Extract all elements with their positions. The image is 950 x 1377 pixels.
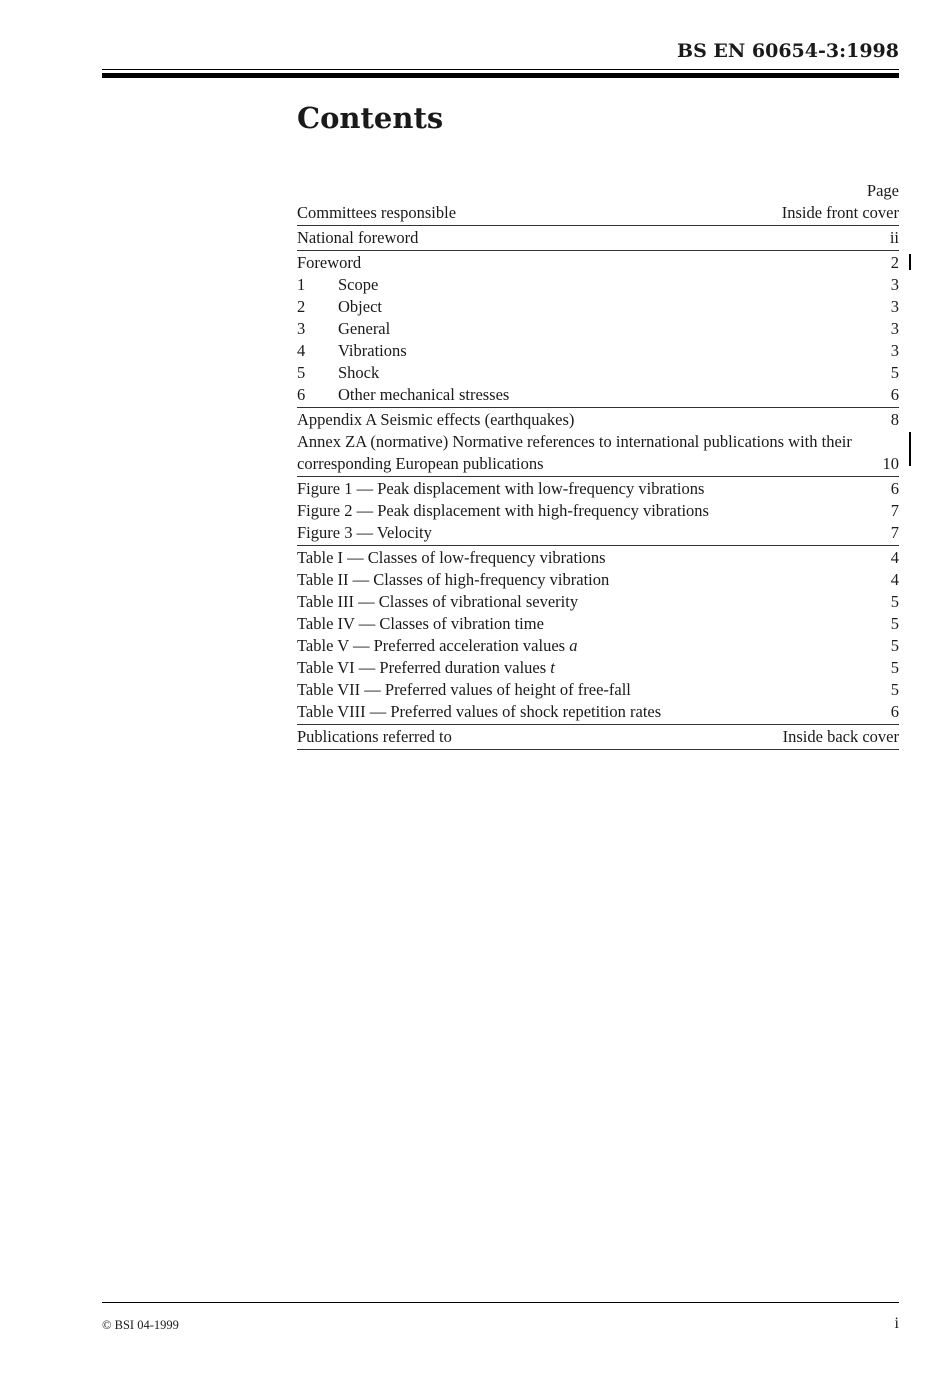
clause-number: 6 [297, 385, 306, 404]
toc-entry-figure-1[interactable] [297, 478, 899, 500]
symbol-a: a [569, 636, 578, 655]
toc-entry-table-v[interactable] [297, 635, 899, 657]
toc-group-front [297, 202, 899, 226]
toc-entry-national-foreword[interactable] [297, 227, 899, 249]
toc-entry-label: Scope [338, 275, 379, 294]
page-column-heading: Page [866, 181, 899, 200]
toc-entry-label: Appendix A Seismic effects (earthquakes) [297, 410, 575, 429]
document-id: BS EN 60654-3:1998 [677, 40, 899, 62]
toc-entry-page: 5 [890, 614, 899, 633]
toc-entry-page: 2 [890, 253, 899, 272]
page-title: Contents [297, 101, 444, 135]
toc-entry-table-ii[interactable] [297, 569, 899, 591]
copyright-notice: © BSI 04-1999 [102, 1318, 179, 1332]
toc-entry-page: 5 [890, 363, 899, 382]
toc-entry-clause-4[interactable] [297, 340, 899, 362]
toc-group-national-foreword [297, 227, 899, 251]
toc-entry-page: 5 [890, 658, 899, 677]
symbol-t: t [550, 658, 555, 677]
clause-number: 4 [297, 341, 306, 360]
toc-entry-label: Other mechanical stresses [338, 385, 510, 404]
toc-entry-page: 10 [882, 454, 899, 473]
toc-entry-label: Table VIII — Preferred values of shock repetition rates [297, 702, 662, 721]
toc-entry-label: Object [338, 297, 382, 316]
toc-group-appendix [297, 409, 899, 477]
toc-entry-label: Table VI — Preferred duration values [297, 658, 547, 677]
toc-entry-table-vii[interactable] [297, 679, 899, 701]
toc-group-figures [297, 478, 899, 546]
toc-entry-page: 4 [890, 548, 899, 567]
toc-entry-label: Figure 1 — Peak displacement with low-frequency vibrations [297, 479, 705, 498]
toc-entry-page: Inside front cover [781, 203, 899, 222]
toc-entry-page: 4 [890, 570, 899, 589]
toc-entry-label: National foreword [297, 228, 419, 247]
toc-entry-page: 6 [890, 702, 899, 721]
toc-entry-label: Shock [338, 363, 380, 382]
toc-entry-label: Table I — Classes of low-frequency vibrations [297, 548, 606, 567]
toc-entry-table-vi[interactable] [297, 657, 899, 679]
change-bar [909, 432, 911, 466]
toc-entry-annex-za[interactable] [297, 431, 899, 475]
toc-entry-foreword[interactable] [297, 252, 899, 274]
toc-entry-page: 5 [890, 680, 899, 699]
toc-entry-page: 3 [890, 297, 899, 316]
toc-group-back [297, 726, 899, 750]
clause-number: 2 [297, 297, 306, 316]
change-bar [909, 254, 911, 270]
toc-entry-page: 3 [890, 275, 899, 294]
toc-entry-page: 3 [890, 341, 899, 360]
footer-rule [102, 1302, 899, 1303]
toc-entry-appendix-a[interactable] [297, 409, 899, 431]
toc-entry-figure-3[interactable] [297, 522, 899, 544]
toc-entry-page: ii [889, 228, 899, 247]
toc-entry-page: 7 [890, 501, 899, 520]
toc-entry-page: 7 [890, 523, 899, 542]
toc-entry-table-viii[interactable] [297, 701, 899, 723]
toc-entry-label: Committees responsible [297, 203, 457, 222]
toc-group-tables [297, 547, 899, 725]
toc-entry-label: Vibrations [338, 341, 407, 360]
toc-entry-publications[interactable] [297, 726, 899, 748]
toc-entry-label: Table VII — Preferred values of height of free-fall [297, 680, 631, 699]
toc-group-clauses [297, 252, 899, 408]
toc-entry-page: 6 [890, 385, 899, 404]
toc-entry-clause-6[interactable] [297, 384, 899, 406]
toc-entry-page: Inside back cover [782, 727, 899, 746]
clause-number: 5 [297, 363, 306, 382]
toc-entry-label: Figure 3 — Velocity [297, 523, 432, 542]
toc-entry-committees[interactable] [297, 202, 899, 224]
table-of-contents [297, 180, 899, 751]
toc-entry-table-iii[interactable] [297, 591, 899, 613]
toc-entry-page: 6 [890, 479, 899, 498]
clause-number: 1 [297, 275, 306, 294]
toc-entry-table-iv[interactable] [297, 613, 899, 635]
toc-entry-clause-1[interactable] [297, 274, 899, 296]
toc-entry-table-i[interactable] [297, 547, 899, 569]
toc-entry-label: Table II — Classes of high-frequency vibration [297, 570, 610, 589]
toc-entry-label: Table III — Classes of vibrational severity [297, 592, 579, 611]
toc-entry-page: 5 [890, 636, 899, 655]
toc-entry-page: 8 [890, 410, 899, 429]
clause-number: 3 [297, 319, 306, 338]
toc-entry-label: Table V — Preferred acceleration values [297, 636, 566, 655]
header-rule-thin [102, 69, 899, 70]
toc-entry-label: Annex ZA (normative) Normative references to international publications with their corresponding European publications [297, 432, 852, 473]
toc-entry-clause-3[interactable] [297, 318, 899, 340]
header-rule-thick [102, 73, 899, 78]
toc-entry-page: 3 [890, 319, 899, 338]
toc-entry-clause-5[interactable] [297, 362, 899, 384]
page-number: i [894, 1315, 899, 1332]
toc-entry-clause-2[interactable] [297, 296, 899, 318]
toc-entry-figure-2[interactable] [297, 500, 899, 522]
toc-entry-label: Publications referred to [297, 727, 452, 746]
toc-entry-label: Figure 2 — Peak displacement with high-frequency vibrations [297, 501, 709, 520]
toc-entry-label: Foreword [297, 253, 362, 272]
toc-entry-label: General [338, 319, 391, 338]
toc-entry-page: 5 [890, 592, 899, 611]
toc-entry-label: Table IV — Classes of vibration time [297, 614, 544, 633]
